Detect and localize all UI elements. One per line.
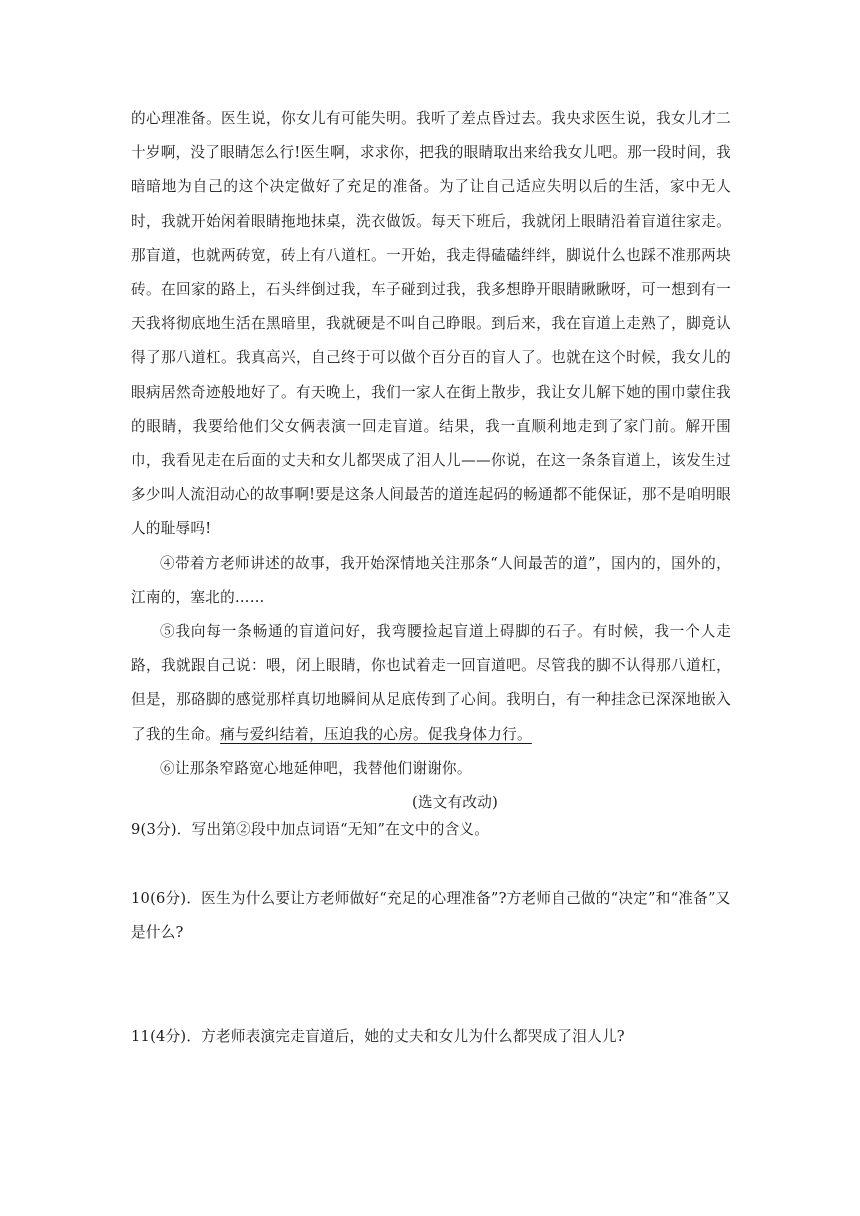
question-10: 10(6分)．医生为什么要让方老师做好“充足的心理准备”?方老师自己做的“决定”和“准备”又是什么? xyxy=(131,890,731,942)
question-11: 11(4分)．方老师表演完走盲道后，她的丈夫和女儿为什么都哭成了泪人儿? xyxy=(131,1028,625,1045)
reading-passage xyxy=(131,102,731,820)
paragraph-5 xyxy=(131,615,731,752)
paragraph-3-continuation: 的心理准备。医生说，你女儿有可能失明。我听了差点昏过去。我央求医生说，我女儿才二十岁啊，没了眼睛怎么行!医生啊，求求你，把我的眼睛取出来给我女儿吧。那一段时间，我暗暗地为自己的这个决定做好了充足的准备。为了让自己适应失明以后的生活，家中无人时，我就开始闲着眼睛拖地抹桌，洗衣做饭。每天下班后，我就闭上眼睛沿着盲道往家走。那盲道，也就两砖宽，砖上有八道杠。一开始，我走得磕磕绊绊，脚说什么也踩不准那两块砖。在回家的路上，石头绊倒过我，车子碰到过我，我多想睁开眼睛瞅瞅呀，可一想到有一天我将彻底地生活在黑暗里，我就硬是不叫自己睁眼。到后来，我在盲道上走熟了，脚竟认得了那八道杠。我真高兴，自己终于可以做个百分百的盲人了。也就在这个时候，我女儿的眼病居然奇迹般地好了。有天晚上，我们一家人在街上散步，我让女儿解下她的围巾蒙住我的眼睛，我要给他们父女俩表演一回走盲道。结果，我一直顺利地走到了家门前。解开围巾，我看见走在后面的丈夫和女儿都哭成了泪人儿——你说，在这一条条盲道上，该发生过多少叫人流泪动心的故事啊!要是这条人间最苦的道连起码的畅通都不能保证，那不是咱明眼人的耻辱吗! xyxy=(131,110,731,538)
paragraph-5-text: ⑤我向每一条畅通的盲道问好，我弯腰捡起盲道上碍脚的石子。有时候，我一个人走路，我就跟自己说：喂，闭上眼睛，你也试着走一回盲道吧。尽管我的脚不认得那八道杠，但是，那硌脚的感觉那样真切地瞬间从足底传到了心间。我明白，有一种挂念已深深地嵌入了我的生命。 xyxy=(131,623,731,743)
question-9: 9(3分)．写出第②段中加点词语“无知”在文中的含义。 xyxy=(131,821,490,838)
source-note: (选文有改动) xyxy=(411,794,499,812)
paragraph-6: ⑥让那条窄路宽心地延伸吧，我替他们谢谢你。 xyxy=(160,759,472,777)
underlined-sentence: 痛与爱纠结着，压迫我的心房。促我身体力行。 xyxy=(220,725,532,743)
paragraph-4: ④带着方老师讲述的故事，我开始深情地关注那条“人间最苦的道”，国内的，国外的，江南的，塞北的…… xyxy=(131,554,731,606)
